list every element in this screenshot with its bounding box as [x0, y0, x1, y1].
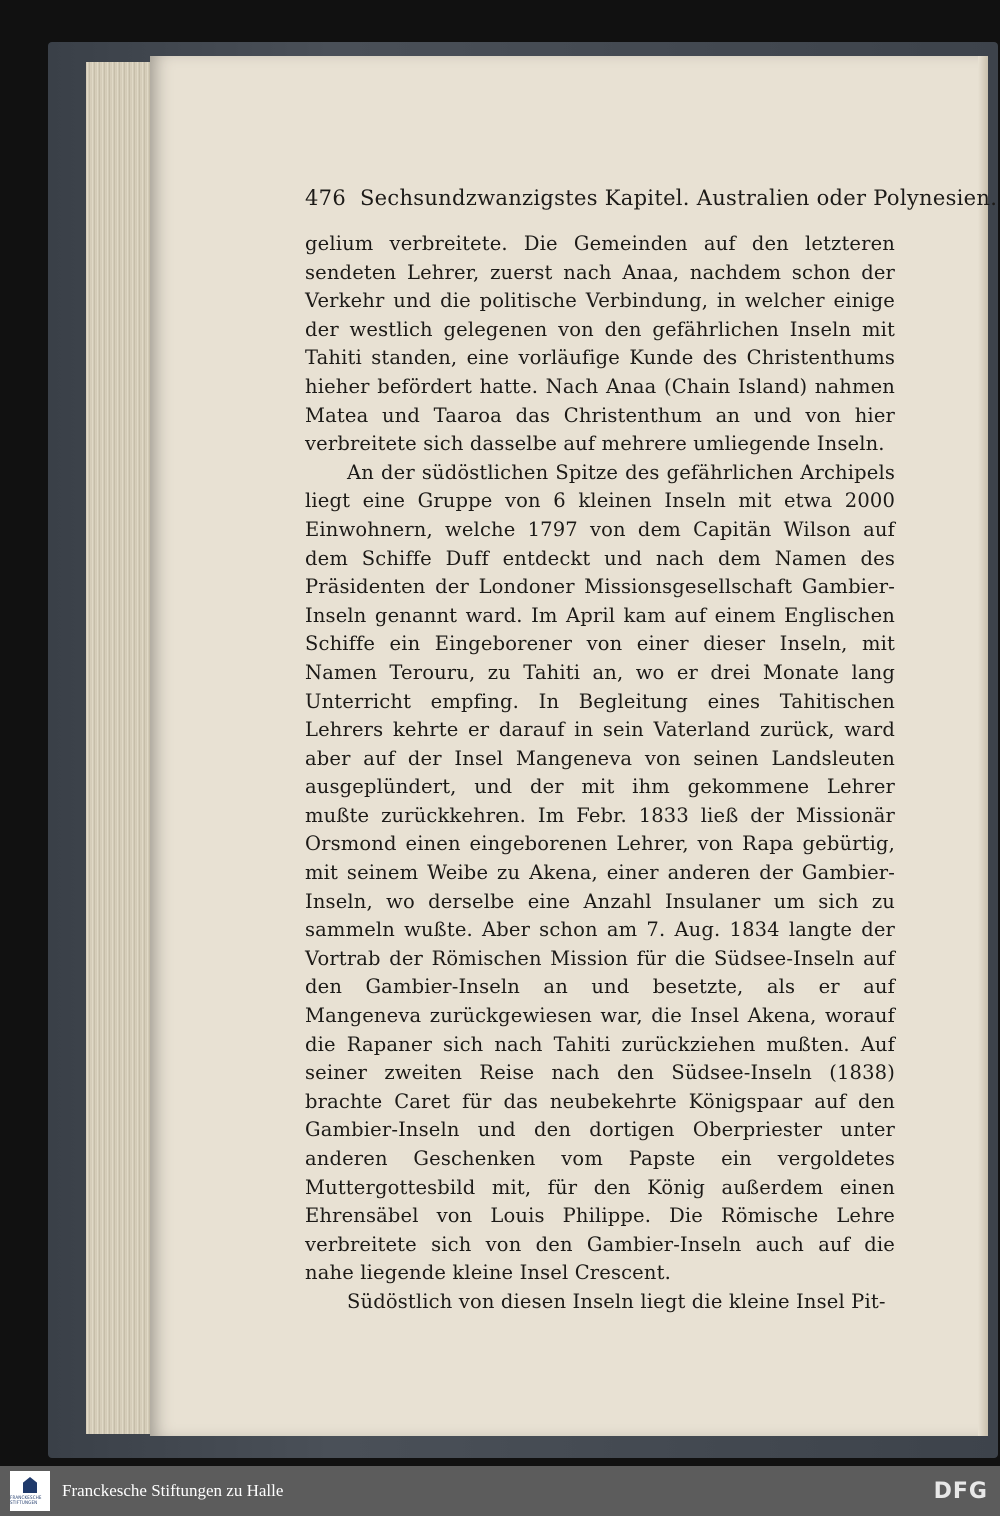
viewer-footer: [0, 1466, 1000, 1516]
running-title: Sechsundzwanzigstes Kapitel. Australien oder Polynesien.: [359, 186, 998, 210]
logo-text: FRANCKESCHE STIFTUNGEN: [10, 1495, 42, 1505]
paragraph-1: gelium verbreitete. Die Gemeinden auf den letzteren sendeten Lehrer, zuerst nach Anaa, nachdem schon der Verkehr und die politische Verbindung, in welcher einige der westlich gelegenen von den gefährlichen Inseln mit Tahiti standen, eine vorläufige Kunde des Christenthums hieher befördert hatte. Nach Anaa (Chain Island) nahmen Matea und Taaroa das Christenthum an und von hier verbreitete sich dasselbe auf mehrere umliegende Inseln.: [305, 232, 895, 456]
book-page: [150, 56, 998, 1436]
franckesche-logo[interactable]: [10, 1471, 50, 1511]
building-icon: [23, 1477, 37, 1493]
dfg-logo[interactable]: DFG: [933, 1478, 988, 1504]
institution-name[interactable]: Franckesche Stiftungen zu Halle: [62, 1481, 284, 1500]
body-text: [305, 230, 895, 1317]
running-header: [305, 186, 998, 210]
paragraph-3: Südöstlich von diesen Inseln liegt die kleine Insel Pit-: [347, 1289, 886, 1313]
page-gutter: [978, 56, 988, 1436]
page-number: 476: [305, 186, 346, 210]
paragraph-2: An der südöstlichen Spitze des gefährlichen Archipels liegt eine Gruppe von 6 kleinen Inseln mit etwa 2000 Einwohnern, welche 1797 von dem Capitän Wilson auf dem Schiffe Duff entdeckt und nach dem Namen des Präsidenten der Londoner Missionsgesellschaft Gambier-Inseln genannt ward. Im April kam auf einem Englischen Schiffe ein Eingeborener von einer dieser Inseln, mit Namen Terouru, zu Tahiti an, wo er drei Monate lang Unterricht empfing. In Begleitung eines Tahitischen Lehrers kehrte er darauf in sein Vaterland zurück, ward aber auf der Insel Mangeneva von seinen Landsleuten ausgeplündert, und der mit ihm gekommene Lehrer mußte zurückkehren. Im Febr. 1833 ließ der Missionär Orsmond einen eingeborenen Lehrer, von Rapa gebürtig, mit seinem Weibe zu Akena, einer anderen der Gambier-Inseln, wo derselbe eine Anzahl Insulaner um sich zu sammeln wußte. Aber schon am 7. Aug. 1834 langte der Vortrab der Römischen Mission für die Südsee-Inseln auf den Gambier-Inseln an und besetzte, als er auf Mangeneva zurückgewiesen war, die Insel Akena, worauf die Rapaner sich nach Tahiti zurückziehen mußten. Auf seiner zweiten Reise nach den Südsee-Inseln (1838) brachte Caret für das neubekehrte Königspaar auf den Gambier-Inseln und den dortigen Oberpriester unter anderen Geschenken vom Papste ein vergoldetes Muttergottesbild mit, für den König außerdem einen Ehrensäbel von Louis Philippe. Die Römische Lehre verbreitete sich von den Gambier-Inseln auch auf die nahe liegende kleine Insel Crescent.: [305, 460, 895, 1285]
